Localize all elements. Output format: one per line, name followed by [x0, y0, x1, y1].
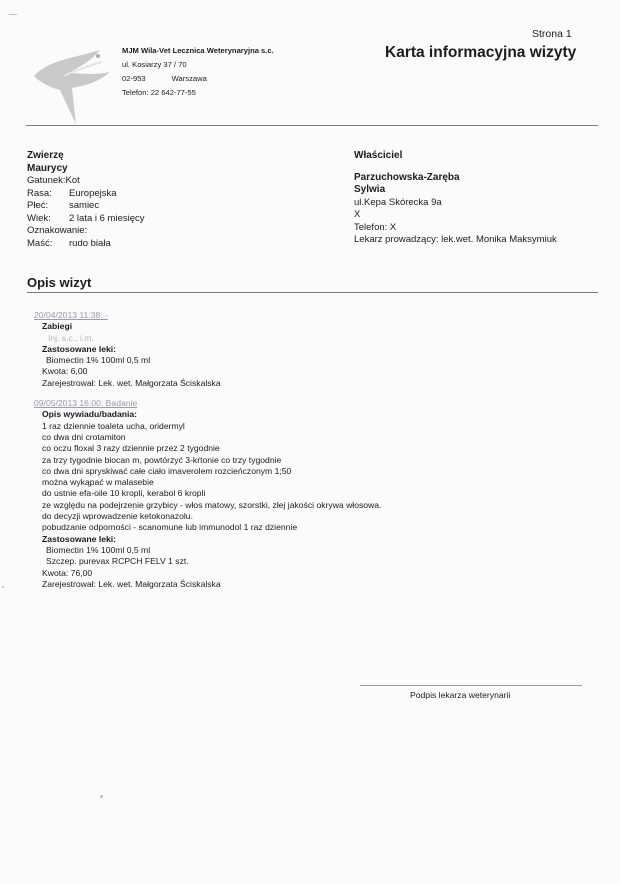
desc-line: co oczu floxal 3 razy dziennie przez 2 tygodnie	[42, 443, 220, 454]
desc-line: do decyzji wprowadzenie ketokonazolu.	[42, 511, 193, 522]
owner-doctor: Lekarz prowadzący: lek.wet. Monika Maksymiuk	[354, 234, 557, 245]
visits-list	[34, 310, 594, 590]
visit-registered: Zarejestrował: Lek. wet. Małgorzata Ściskalska	[42, 377, 221, 388]
age-label: Wiek:	[27, 212, 51, 224]
desc-line: za trzy tygodnie biocan m, powtórzyć 3-krtonie co trzy tygodnie	[42, 454, 282, 465]
visit-amount: Kwota: 76,00	[42, 567, 93, 578]
meds-heading: Zastosowane leki:	[42, 343, 117, 354]
scan-speck	[2, 586, 4, 588]
med-item: Szczep. purevax RCPCH FELV 1 szt.	[46, 556, 189, 567]
clinic-postal: 02-953	[122, 74, 146, 83]
section-title: Opis wizyt	[27, 275, 92, 290]
header-divider	[26, 125, 598, 126]
animal-info	[27, 150, 145, 250]
owner-line-x: X	[354, 209, 361, 220]
clinic-phone: Telefon: 22 642-77-55	[122, 88, 196, 97]
visit-registered: Zarejestrował: Lek. wet. Małgorzata Ściskalska	[42, 578, 221, 589]
procedure-item: Inj. s.c., i.m.	[48, 332, 94, 343]
med-item: Biomectin 1% 100ml 0,5 ml	[46, 544, 151, 555]
age-value: 2 lata i 6 miesięcy	[69, 212, 145, 224]
breed-value: Europejska	[69, 187, 117, 199]
desc-line: pobudzanie odporności - scanomune lub immunodol 1 raz dziennie	[42, 522, 298, 533]
desc-line: ze względu na podejrzenie grzybicy - włos matowy, szorstki, złej jakości okrywa włosowa.	[42, 499, 382, 510]
clinic-city: Warszawa	[171, 74, 207, 83]
desc-line: można wykąpać w malasebie	[42, 477, 154, 488]
section-divider	[27, 292, 598, 293]
color-label: Maść:	[27, 237, 53, 249]
owner-heading: Właściciel	[354, 150, 403, 161]
procedures-heading: Zabiegi	[42, 321, 73, 332]
signature-line	[360, 685, 582, 686]
meds-heading: Zastosowane leki:	[42, 533, 117, 544]
clinic-info	[122, 44, 274, 100]
breed-label: Rasa:	[27, 187, 52, 199]
page-number: Strona 1	[532, 28, 572, 40]
clinic-city-line	[122, 72, 274, 86]
animal-age-row	[27, 213, 145, 226]
scan-speck	[100, 795, 103, 798]
desc-line: co dwa dni crotamiton	[42, 431, 126, 442]
sex-value: samiec	[69, 200, 100, 211]
animal-heading: Zwierzę	[27, 150, 64, 161]
owner-first-name: Sylwia	[354, 184, 386, 195]
clinic-name: MJM Wila-Vet Lecznica Weterynaryjna s.c.	[122, 46, 274, 55]
desc-heading: Opis wywiadu/badania:	[42, 409, 138, 420]
owner-surname: Parzuchowska-Zaręba	[354, 171, 460, 183]
scan-speck	[8, 14, 18, 15]
desc-line: do ustnie efa-oile 10 kropli, kerabol 6 kropli	[42, 488, 206, 499]
animal-breed-row	[27, 188, 145, 201]
visit-entry	[34, 398, 594, 590]
owner-address: ul.Kepa Skórecka 9a	[354, 196, 442, 208]
desc-line: 1 raz dziennie toaleta ucha, oridermyl	[42, 420, 185, 431]
animal-name: Maurycy	[27, 162, 68, 174]
med-item: Biomectin 1% 100ml 0,5 ml	[46, 355, 151, 366]
animal-sex-row	[27, 200, 145, 213]
clinic-street: ul. Kosiarzy 37 / 70	[122, 60, 187, 69]
signature-label: Podpis lekarza weterynarii	[410, 690, 511, 700]
clinic-logo-icon	[30, 36, 114, 126]
color-value: rudo biała	[69, 237, 111, 249]
animal-marking-label: Oznakowanie:	[27, 225, 88, 236]
visit-date: 20/04/2013 11:38: -	[34, 310, 108, 320]
visit-date: 09/05/2013 16:00: Badanie	[34, 398, 138, 409]
visit-entry	[34, 310, 594, 389]
owner-info	[354, 150, 557, 247]
document-title: Karta informacyjna wizyty	[385, 44, 577, 61]
owner-phone: Telefon: X	[354, 221, 397, 233]
sex-label: Płeć:	[27, 200, 49, 211]
desc-line: co dwa dni spryskiwać całe ciało imaverolem rozcieńczonym 1;50	[42, 465, 292, 476]
animal-color-row	[27, 238, 145, 251]
visit-amount: Kwota: 6,00	[42, 366, 88, 377]
animal-species: Gatunek:Kot	[27, 175, 80, 186]
